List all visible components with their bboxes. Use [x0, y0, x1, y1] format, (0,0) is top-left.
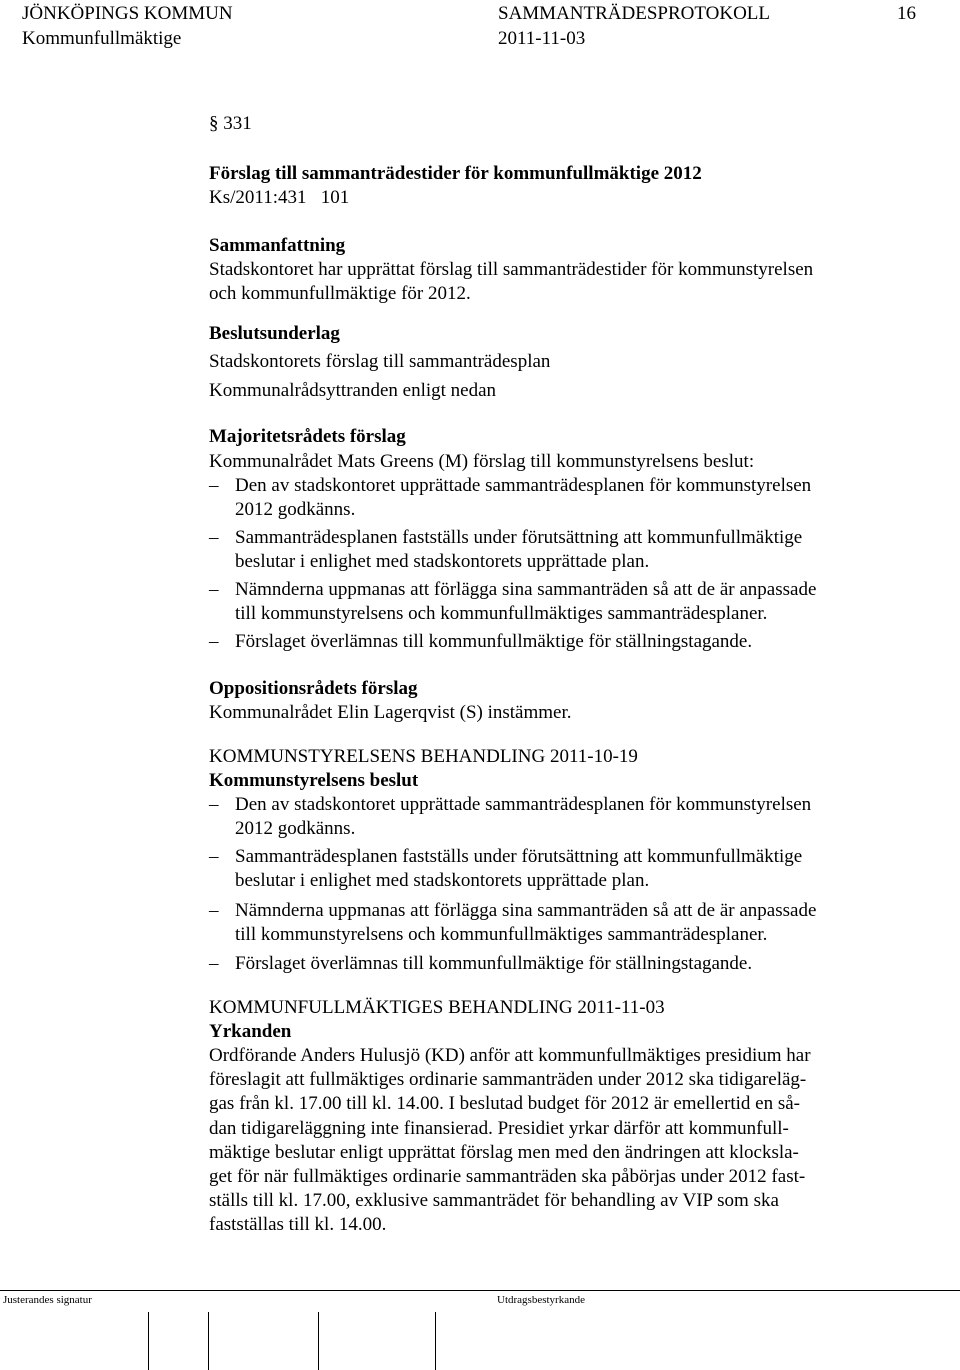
- dash-bullet-icon: –: [209, 475, 219, 496]
- signature-box-divider: [318, 1312, 319, 1370]
- opposition-text: Kommunalrådet Elin Lagerqvist (S) instämmer.: [209, 702, 572, 723]
- dash-bullet-icon: –: [209, 631, 219, 652]
- bullet-text: Den av stadskontoret upprättade sammanträdesplanen för kommunstyrelsen: [235, 794, 812, 815]
- ks-decision-heading: Kommunstyrelsens beslut: [209, 770, 419, 791]
- bullet-text: Förslaget överlämnas till kommunfullmäktige för ställningstagande.: [235, 631, 753, 652]
- header-org: JÖNKÖPINGS KOMMUN: [22, 3, 233, 24]
- bullet-text: Förslaget överlämnas till kommunfullmäktige för ställningstagande.: [235, 953, 753, 974]
- paragraph-line: Ordförande Anders Hulusjö (KD) anför att kommunfullmäktiges presidium har: [209, 1045, 811, 1066]
- ks-heading: KOMMUNSTYRELSENS BEHANDLING 2011-10-19: [209, 746, 638, 767]
- header-page-number: 16: [897, 3, 916, 24]
- header-body: Kommunfullmäktige: [22, 28, 182, 49]
- paragraph-line: mäktige beslutar enligt upprättat förslag men med den ändringen att klocksla-: [209, 1141, 799, 1163]
- signature-box-divider: [435, 1312, 436, 1370]
- paragraph-line: dan tidigareläggning inte finansierad. Presidiet yrkar därför att kommunfull-: [209, 1117, 789, 1139]
- paragraph-line: föreslagit att fullmäktiges ordinarie sammanträden under 2012 ska tidigareläg-: [209, 1069, 807, 1091]
- bullet-text: Sammanträdesplanen fastställs under förutsättning att kommunfullmäktige: [235, 846, 803, 867]
- kf-motions-heading: Yrkanden: [209, 1021, 292, 1042]
- bullet-text: till kommunstyrelsens och kommunfullmäktiges sammanträdesplaner.: [235, 924, 768, 945]
- dash-bullet-icon: –: [209, 900, 219, 921]
- paragraph-line: fastställas till kl. 14.00.: [209, 1214, 387, 1236]
- summary-heading: Sammanfattning: [209, 235, 346, 256]
- section-title: Förslag till sammanträdestider för kommunfullmäktige 2012: [209, 163, 702, 184]
- dash-bullet-icon: –: [209, 846, 219, 867]
- bullet-text: Nämnderna uppmanas att förlägga sina sammanträden så att de är anpassade: [235, 579, 817, 600]
- bullet-text: 2012 godkänns.: [235, 818, 356, 839]
- bullet-text: Den av stadskontoret upprättade sammanträdesplanen för kommunstyrelsen: [235, 475, 812, 496]
- bullet-text: beslutar i enlighet med stadskontorets upprättade plan.: [235, 870, 650, 891]
- header-date: 2011-11-03: [498, 28, 586, 49]
- paragraph-line: get för när fullmäktiges ordinarie sammanträden ska påbörjas under 2012 fast-: [209, 1166, 806, 1188]
- summary-line: Stadskontoret har upprättat förslag till sammanträdestider för kommunstyrelsen: [209, 259, 814, 280]
- extract-label: Utdragsbestyrkande: [497, 1294, 585, 1306]
- dash-bullet-icon: –: [209, 527, 219, 548]
- bullet-text: beslutar i enlighet med stadskontorets upprättade plan.: [235, 551, 650, 572]
- bullet-text: Nämnderna uppmanas att förlägga sina sammanträden så att de är anpassade: [235, 900, 817, 921]
- dash-bullet-icon: –: [209, 953, 219, 974]
- bullet-text: till kommunstyrelsens och kommunfullmäktiges sammanträdesplaner.: [235, 603, 768, 624]
- bullet-text: 2012 godkänns.: [235, 499, 356, 520]
- basis-line: Kommunalrådsyttranden enligt nedan: [209, 380, 497, 401]
- majority-intro: Kommunalrådet Mats Greens (M) förslag till kommunstyrelsens beslut:: [209, 451, 755, 472]
- opposition-heading: Oppositionsrådets förslag: [209, 678, 418, 699]
- dash-bullet-icon: –: [209, 579, 219, 600]
- signature-box-divider: [148, 1312, 149, 1370]
- summary-line: och kommunfullmäktige för 2012.: [209, 283, 471, 304]
- signature-box-divider: [208, 1312, 209, 1370]
- basis-heading: Beslutsunderlag: [209, 323, 340, 344]
- section-reference: Ks/2011:431 101: [209, 187, 350, 208]
- paragraph-line: ställs till kl. 17.00, exklusive sammanträdet för behandling av VIP som ska: [209, 1190, 779, 1212]
- signature-label: Justerandes signatur: [3, 1294, 92, 1306]
- kf-heading: KOMMUNFULLMÄKTIGES BEHANDLING 2011-11-03: [209, 997, 665, 1018]
- basis-line: Stadskontorets förslag till sammanträdesplan: [209, 351, 551, 372]
- dash-bullet-icon: –: [209, 794, 219, 815]
- header-doc-type: SAMMANTRÄDESPROTOKOLL: [498, 3, 771, 24]
- footer-divider: [0, 1290, 960, 1291]
- section-number: § 331: [209, 113, 252, 134]
- paragraph-line: gas från kl. 17.00 till kl. 14.00. I beslutad budget för 2012 är emellertid en så-: [209, 1093, 800, 1115]
- bullet-text: Sammanträdesplanen fastställs under förutsättning att kommunfullmäktige: [235, 527, 803, 548]
- majority-heading: Majoritetsrådets förslag: [209, 426, 406, 447]
- kf-paragraph: [209, 1044, 811, 1238]
